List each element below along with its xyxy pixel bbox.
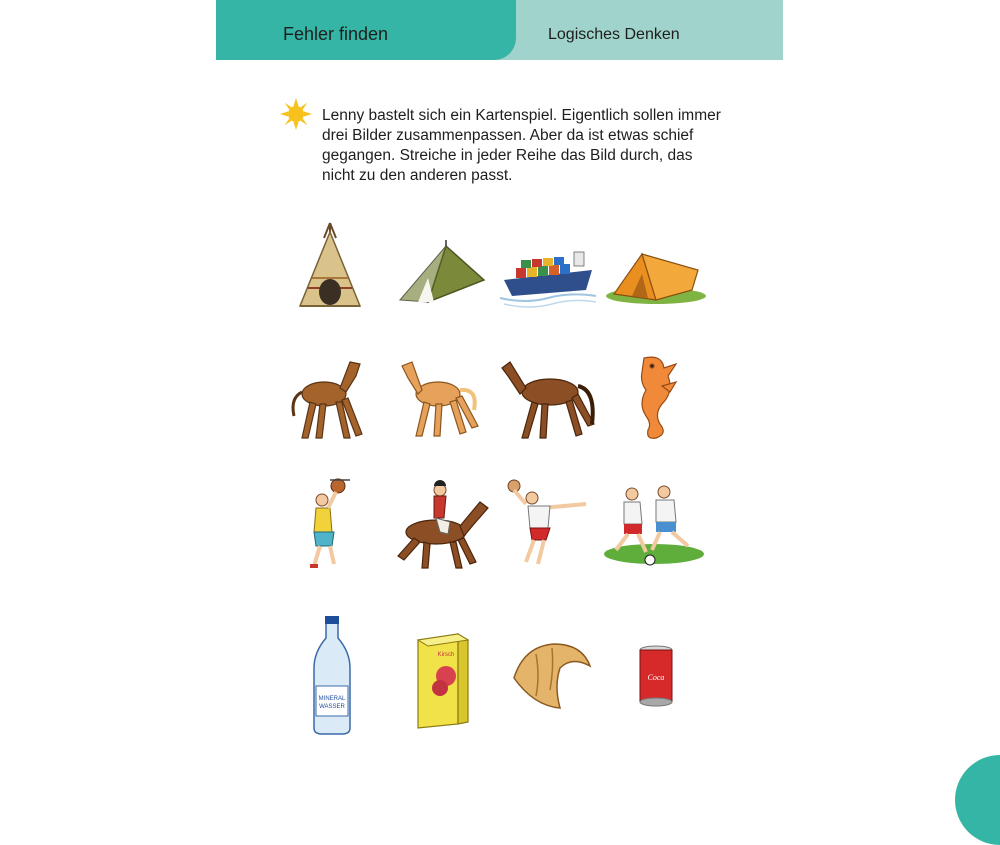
picture-row-3 bbox=[280, 474, 720, 584]
container-ship-icon bbox=[496, 218, 601, 318]
seahorse-icon bbox=[602, 346, 707, 446]
sun-icon bbox=[280, 98, 312, 130]
light-foal-icon bbox=[388, 346, 493, 446]
picture-card[interactable] bbox=[496, 474, 601, 574]
picture-row-4 bbox=[280, 616, 720, 726]
picture-card[interactable] bbox=[280, 218, 385, 318]
picture-card[interactable] bbox=[280, 474, 385, 574]
horse-rider-icon bbox=[388, 474, 493, 574]
picture-card[interactable] bbox=[388, 346, 493, 446]
green-tent-icon bbox=[388, 218, 493, 318]
soda-can-icon bbox=[602, 616, 707, 736]
brown-foal-icon bbox=[280, 346, 385, 446]
croissant-icon bbox=[496, 616, 601, 736]
picture-card[interactable] bbox=[280, 616, 385, 736]
juice-carton-icon bbox=[388, 616, 493, 736]
basketball-player-icon bbox=[280, 474, 385, 574]
page-corner-marker bbox=[955, 755, 1000, 845]
water-bottle-label-2: WASSER bbox=[319, 704, 345, 710]
picture-card[interactable] bbox=[388, 616, 493, 736]
picture-card[interactable] bbox=[602, 218, 707, 318]
picture-card[interactable] bbox=[602, 346, 707, 446]
water-bottle-label: MINERAL bbox=[318, 696, 346, 702]
brown-horse-icon bbox=[496, 346, 601, 446]
picture-card[interactable] bbox=[496, 218, 601, 318]
tab-fehler-finden-label: Fehler finden bbox=[283, 24, 389, 44]
picture-card[interactable] bbox=[388, 474, 493, 574]
header-bar bbox=[216, 0, 783, 60]
picture-card[interactable] bbox=[280, 346, 385, 446]
picture-row-2 bbox=[280, 346, 720, 456]
soccer-players-icon bbox=[602, 474, 707, 574]
picture-card[interactable] bbox=[602, 616, 707, 736]
tab-fehler-finden bbox=[216, 0, 516, 60]
picture-row-1 bbox=[280, 218, 720, 328]
orange-tent-icon bbox=[602, 218, 707, 318]
handball-player-icon bbox=[496, 474, 601, 574]
picture-card[interactable] bbox=[602, 474, 707, 574]
worksheet-page bbox=[216, 0, 783, 800]
tipi-icon bbox=[280, 218, 385, 318]
instruction-text: Lenny bastelt sich ein Kartenspiel. Eigentlich sollen immer drei Bilder zusammenpassen. Aber da ist etwas schief gegangen. Streiche in jeder Reihe das Bild durch, das nicht zu den anderen passt. bbox=[322, 107, 721, 184]
juice-carton-label: Kirsch bbox=[437, 652, 455, 658]
tab-logisches-denken-label: Logisches Denken bbox=[548, 26, 680, 43]
soda-can-label: Coca bbox=[647, 673, 665, 682]
picture-card[interactable] bbox=[496, 346, 601, 446]
water-bottle-icon bbox=[280, 616, 385, 736]
picture-card[interactable] bbox=[388, 218, 493, 318]
picture-card[interactable] bbox=[496, 616, 601, 736]
